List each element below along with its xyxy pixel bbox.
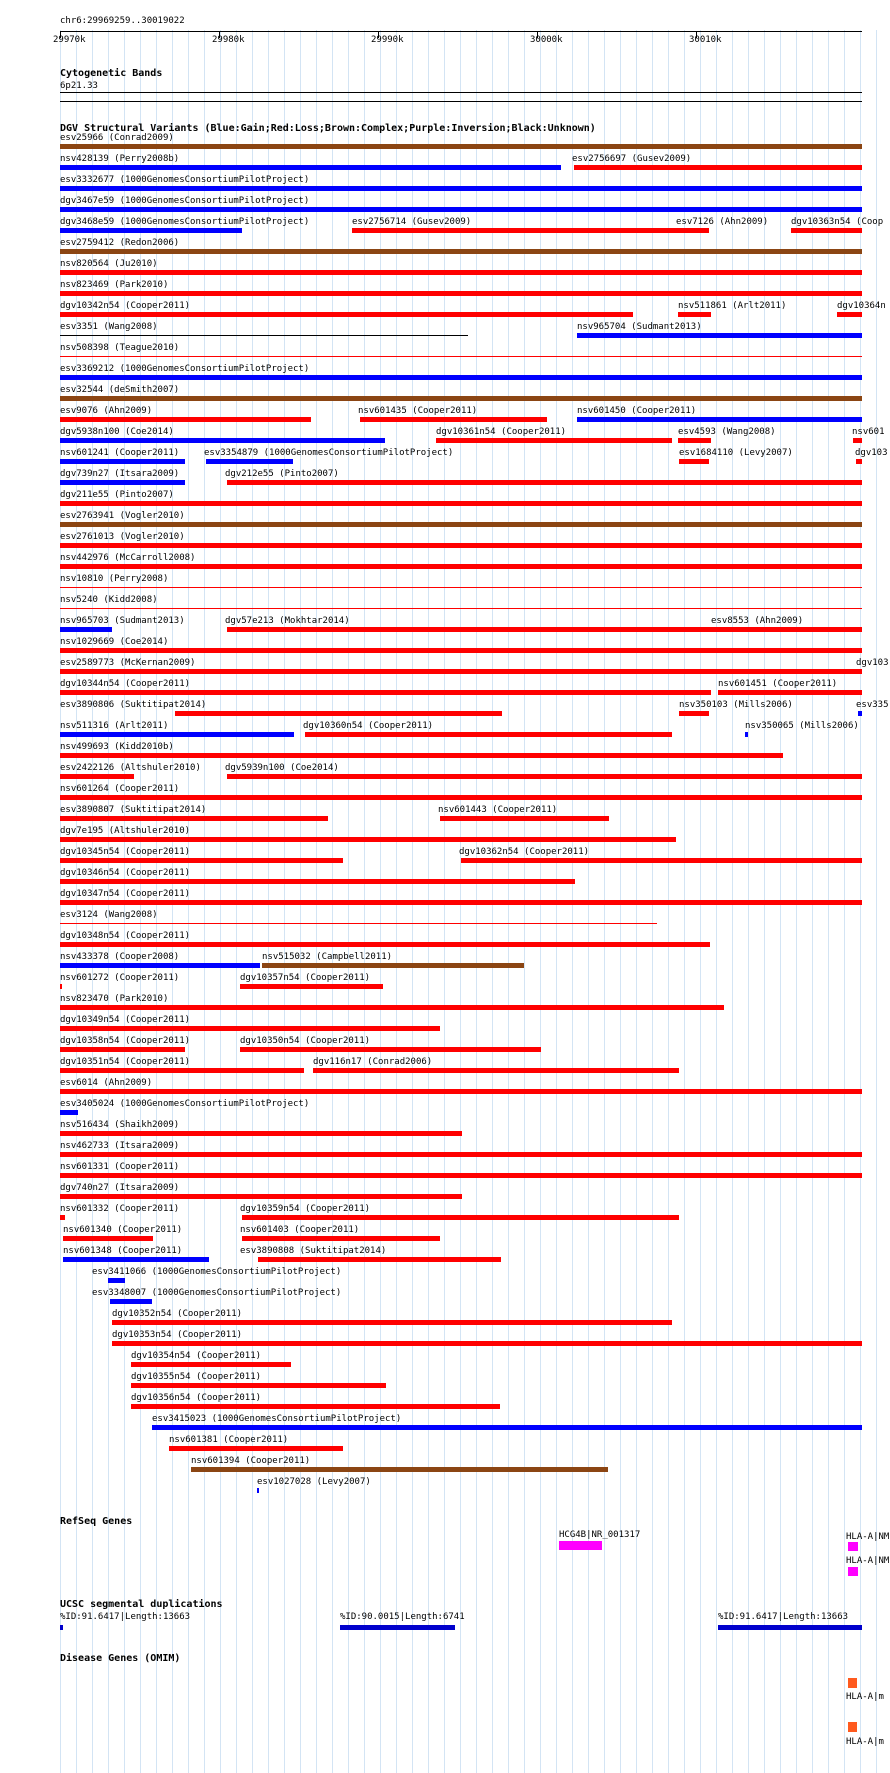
variant-label: esv2756714 (Gusev2009) (352, 217, 472, 227)
variant-label: dgv10354n54 (Cooper2011) (131, 1351, 262, 1361)
variant-bar[interactable] (131, 1404, 500, 1409)
omim-label-1: HLA-A|m (846, 1692, 884, 1702)
variant-bar[interactable] (60, 480, 185, 485)
variant-bar[interactable] (227, 774, 862, 779)
variant-bar[interactable] (60, 837, 676, 842)
variant-bar[interactable] (227, 480, 862, 485)
variant-bar[interactable] (206, 459, 293, 464)
variant-label: esv3351 (Wang2008) (60, 322, 158, 332)
variant-bar[interactable] (60, 459, 185, 464)
track-divider (60, 101, 862, 102)
gene-label-hla-a-2: HLA-A|NM (846, 1556, 890, 1566)
variant-bar[interactable] (60, 942, 710, 947)
variant-bar[interactable] (60, 795, 862, 800)
variant-bar[interactable] (60, 816, 328, 821)
variant-label: esv1684110 (Levy2007) (679, 448, 793, 458)
variant-bar[interactable] (60, 1152, 862, 1157)
variant-bar[interactable] (112, 1320, 672, 1325)
omim-hla-a-1[interactable] (848, 1678, 857, 1688)
variant-label: dgv57e213 (Mokhtar2014) (225, 616, 350, 626)
variant-label: dgv116n17 (Conrad2006) (313, 1057, 433, 1067)
variant-bar[interactable] (60, 564, 862, 569)
variant-label: dgv10361n54 (Cooper2011) (436, 427, 567, 437)
variant-label: esv335 (856, 700, 889, 710)
variant-bar[interactable] (60, 1131, 462, 1136)
variant-label: esv3124 (Wang2008) (60, 910, 158, 920)
variant-bar[interactable] (112, 1341, 862, 1346)
variant-bar[interactable] (679, 711, 709, 716)
variant-label: dgv10352n54 (Cooper2011) (112, 1309, 243, 1319)
variant-bar[interactable] (60, 186, 862, 191)
variant-label: esv32544 (deSmith2007) (60, 385, 180, 395)
variant-label: dgv10362n54 (Cooper2011) (459, 847, 590, 857)
variant-bar[interactable] (305, 732, 672, 737)
ruler-tick-label: 30000k (530, 35, 563, 45)
omim-track-title: Disease Genes (OMIM) (60, 1653, 181, 1664)
variant-label: nsv10810 (Perry2008) (60, 574, 169, 584)
variant-bar[interactable] (574, 165, 862, 170)
variant-label: dgv10346n54 (Cooper2011) (60, 868, 191, 878)
variant-label: esv25966 (Conrad2009) (60, 133, 174, 143)
ruler-axis (60, 31, 862, 32)
variant-bar[interactable] (60, 543, 862, 548)
variant-label: dgv5938n100 (Coe2014) (60, 427, 174, 437)
variant-bar[interactable] (718, 690, 862, 695)
variant-bar[interactable] (169, 1446, 343, 1451)
variant-label: dgv10358n54 (Cooper2011) (60, 1036, 191, 1046)
variant-bar[interactable] (227, 627, 712, 632)
variant-label: nsv823470 (Park2010) (60, 994, 169, 1004)
variant-label: esv3369212 (1000GenomesConsortiumPilotProject) (60, 364, 310, 374)
segdup-label-3: %ID:91.6417|Length:13663 (718, 1612, 849, 1622)
variant-label: nsv499693 (Kidd2010b) (60, 742, 174, 752)
variant-bar[interactable] (60, 774, 134, 779)
variant-bar[interactable] (60, 375, 862, 380)
variant-label: dgv10360n54 (Cooper2011) (303, 721, 434, 731)
variant-label: nsv601394 (Cooper2011) (191, 1456, 311, 1466)
variant-label: esv3348007 (1000GenomesConsortiumPilotProject) (92, 1288, 342, 1298)
variant-label: dgv739n27 (Itsara2009) (60, 469, 180, 479)
segdup-track-title: UCSC segmental duplications (60, 1599, 223, 1610)
variant-bar[interactable] (60, 923, 657, 924)
variant-label: nsv5240 (Kidd2008) (60, 595, 158, 605)
variant-bar[interactable] (60, 1194, 462, 1199)
variant-label: dgv10349n54 (Cooper2011) (60, 1015, 191, 1025)
variant-label: esv2756697 (Gusev2009) (572, 154, 692, 164)
segdup-label-1: %ID:91.6417|Length:13663 (60, 1612, 191, 1622)
omim-label-2: HLA-A|m (846, 1737, 884, 1747)
variant-bar[interactable] (258, 1257, 501, 1262)
variant-label: dgv10355n54 (Cooper2011) (131, 1372, 262, 1382)
variant-bar[interactable] (60, 627, 112, 632)
variant-bar[interactable] (242, 1215, 679, 1220)
variant-bar[interactable] (360, 417, 547, 422)
variant-label: dgv7e195 (Altshuler2010) (60, 826, 191, 836)
variant-bar[interactable] (60, 900, 862, 905)
variant-label: esv3405024 (1000GenomesConsortiumPilotProject) (60, 1099, 310, 1109)
segdup-1[interactable] (60, 1625, 63, 1630)
variant-bar[interactable] (745, 732, 748, 737)
variant-bar[interactable] (60, 963, 260, 968)
gene-label-hcg4b: HCG4B|NR_001317 (559, 1530, 641, 1540)
variant-label: dgv10350n54 (Cooper2011) (240, 1036, 371, 1046)
variant-label: esv7126 (Ahn2009) (676, 217, 769, 227)
variant-label: esv2759412 (Redon2006) (60, 238, 180, 248)
variant-bar[interactable] (60, 648, 862, 653)
variant-label: nsv601 (852, 427, 885, 437)
variant-bar[interactable] (262, 963, 524, 968)
variant-label: nsv511316 (Arlt2011) (60, 721, 169, 731)
gene-hla-a-1[interactable] (848, 1542, 858, 1551)
variant-label: esv3890806 (Suktitipat2014) (60, 700, 207, 710)
variant-label: esv2763941 (Vogler2010) (60, 511, 185, 521)
variant-label: nsv601241 (Cooper2011) (60, 448, 180, 458)
variant-label: nsv601451 (Cooper2011) (718, 679, 838, 689)
gene-hla-a-2[interactable] (848, 1567, 858, 1576)
variant-label: nsv820564 (Ju2010) (60, 259, 158, 269)
variant-label: dgv10344n54 (Cooper2011) (60, 679, 191, 689)
variant-bar[interactable] (60, 858, 343, 863)
variant-bar[interactable] (191, 1467, 608, 1472)
segdup-label-2: %ID:90.0015|Length:6741 (340, 1612, 465, 1622)
variant-bar[interactable] (577, 333, 862, 338)
variant-bar[interactable] (679, 459, 709, 464)
variant-bar[interactable] (60, 1089, 862, 1094)
variant-bar[interactable] (837, 312, 862, 317)
variant-label: dgv103 (856, 658, 889, 668)
variant-bar[interactable] (242, 1236, 440, 1241)
variant-label: esv8553 (Ahn2009) (711, 616, 804, 626)
variant-bar[interactable] (257, 1488, 259, 1493)
ruler-tick-label: 30010k (689, 35, 722, 45)
variant-bar[interactable] (60, 690, 711, 695)
variant-label: dgv10359n54 (Cooper2011) (240, 1204, 371, 1214)
variant-label: nsv823469 (Park2010) (60, 280, 169, 290)
variant-bar[interactable] (712, 627, 862, 632)
variant-bar[interactable] (676, 228, 709, 233)
variant-label: dgv3468e59 (1000GenomesConsortiumPilotProject) (60, 217, 310, 227)
variant-bar[interactable] (60, 587, 862, 588)
variant-label: dgv10342n54 (Cooper2011) (60, 301, 191, 311)
variant-label: dgv740n27 (Itsara2009) (60, 1183, 180, 1193)
variant-label: esv2589773 (McKernan2009) (60, 658, 196, 668)
variant-label: esv9076 (Ahn2009) (60, 406, 153, 416)
variant-bar[interactable] (63, 1257, 209, 1262)
variant-label: nsv442976 (McCarroll2008) (60, 553, 196, 563)
variant-bar[interactable] (60, 165, 561, 170)
variant-label: esv3890807 (Suktitipat2014) (60, 805, 207, 815)
variant-label: nsv965704 (Sudmant2013) (577, 322, 702, 332)
variant-label: dgv10363n54 (Coop (791, 217, 884, 227)
variant-bar[interactable] (60, 753, 783, 758)
ruler-position: chr6:29969259..30019022 (60, 16, 185, 26)
variant-bar[interactable] (60, 608, 862, 609)
variant-bar[interactable] (60, 291, 862, 296)
variant-label: dgv10364n (837, 301, 886, 311)
variant-bar[interactable] (152, 1425, 862, 1430)
variant-bar[interactable] (461, 858, 862, 863)
variant-bar[interactable] (60, 984, 62, 989)
dgv-track-title: DGV Structural Variants (Blue:Gain;Red:Loss;Brown:Complex;Purple:Inversion;Black:Unknown) (60, 123, 596, 134)
variant-label: esv3332677 (1000GenomesConsortiumPilotProject) (60, 175, 310, 185)
variant-label: nsv601332 (Cooper2011) (60, 1204, 180, 1214)
ruler-tick-label: 29980k (212, 35, 245, 45)
cytoband-line (60, 92, 862, 93)
variant-bar[interactable] (858, 711, 862, 716)
ruler-tick-label: 29970k (53, 35, 86, 45)
variant-label: nsv601331 (Cooper2011) (60, 1162, 180, 1172)
omim-hla-a-2[interactable] (848, 1722, 857, 1732)
variant-bar[interactable] (60, 249, 862, 254)
variant-bar[interactable] (240, 984, 383, 989)
variant-label: nsv350103 (Mills2006) (679, 700, 793, 710)
variant-label: nsv508398 (Teague2010) (60, 343, 180, 353)
variant-bar[interactable] (131, 1362, 291, 1367)
variant-label: nsv601435 (Cooper2011) (358, 406, 478, 416)
variant-label: esv3415023 (1000GenomesConsortiumPilotProject) (152, 1414, 402, 1424)
variant-label: dgv103 (855, 448, 888, 458)
variant-label: dgv10345n54 (Cooper2011) (60, 847, 191, 857)
variant-bar[interactable] (63, 1236, 153, 1241)
variant-bar[interactable] (60, 144, 862, 149)
variant-bar[interactable] (60, 396, 862, 401)
segdup-2[interactable] (340, 1625, 455, 1630)
variant-bar[interactable] (60, 335, 468, 336)
variant-label: nsv511861 (Arlt2011) (678, 301, 787, 311)
variant-label: nsv516434 (Shaikh2009) (60, 1120, 180, 1130)
variant-bar[interactable] (175, 711, 502, 716)
variant-label: esv3354879 (1000GenomesConsortiumPilotProject) (204, 448, 454, 458)
variant-label: nsv350065 (Mills2006) (745, 721, 859, 731)
variant-bar[interactable] (60, 1173, 862, 1178)
variant-label: dgv10353n54 (Cooper2011) (112, 1330, 243, 1340)
variant-bar[interactable] (60, 228, 242, 233)
variant-bar[interactable] (436, 438, 672, 443)
variant-label: nsv428139 (Perry2008b) (60, 154, 180, 164)
variant-label: nsv601403 (Cooper2011) (240, 1225, 360, 1235)
cytoband-track-title: Cytogenetic Bands (60, 68, 163, 79)
variant-label: dgv10351n54 (Cooper2011) (60, 1057, 191, 1067)
variant-bar[interactable] (313, 1068, 679, 1073)
variant-label: dgv5939n100 (Coe2014) (225, 763, 339, 773)
variant-label: dgv211e55 (Pinto2007) (60, 490, 174, 500)
variant-bar[interactable] (856, 669, 862, 674)
variant-bar[interactable] (110, 1299, 152, 1304)
refseq-track-title: RefSeq Genes (60, 1516, 133, 1527)
variant-label: nsv433378 (Cooper2008) (60, 952, 180, 962)
gene-label-hla-a-1: HLA-A|NM (846, 1532, 890, 1542)
variant-bar[interactable] (60, 1005, 724, 1010)
variant-bar[interactable] (678, 312, 711, 317)
variant-label: nsv462733 (Itsara2009) (60, 1141, 180, 1151)
variant-bar[interactable] (60, 732, 294, 737)
segdup-3[interactable] (718, 1625, 862, 1630)
variant-bar[interactable] (60, 356, 862, 357)
variant-label: dgv10347n54 (Cooper2011) (60, 889, 191, 899)
variant-bar[interactable] (440, 816, 609, 821)
variant-bar[interactable] (856, 459, 862, 464)
variant-bar[interactable] (577, 417, 862, 422)
variant-bar[interactable] (352, 228, 677, 233)
variant-bar[interactable] (791, 228, 862, 233)
variant-label: esv3411066 (1000GenomesConsortiumPilotProject) (92, 1267, 342, 1277)
grid-line (876, 30, 877, 1773)
variant-label: nsv601272 (Cooper2011) (60, 973, 180, 983)
variant-label: esv1027028 (Levy2007) (257, 1477, 371, 1487)
variant-label: dgv10348n54 (Cooper2011) (60, 931, 191, 941)
variant-bar[interactable] (678, 438, 711, 443)
variant-bar[interactable] (60, 417, 311, 422)
variant-bar[interactable] (60, 1068, 304, 1073)
gene-hcg4b[interactable] (559, 1541, 602, 1550)
variant-bar[interactable] (60, 1026, 440, 1031)
variant-bar[interactable] (131, 1383, 386, 1388)
variant-bar[interactable] (60, 522, 862, 527)
variant-bar[interactable] (60, 1215, 65, 1220)
cytoband-label: 6p21.33 (60, 81, 98, 91)
variant-bar[interactable] (240, 1047, 541, 1052)
variant-label: nsv601443 (Cooper2011) (438, 805, 558, 815)
variant-label: dgv3467e59 (1000GenomesConsortiumPilotProject) (60, 196, 310, 206)
variant-label: dgv212e55 (Pinto2007) (225, 469, 339, 479)
variant-label: dgv10357n54 (Cooper2011) (240, 973, 371, 983)
variant-label: nsv1029669 (Coe2014) (60, 637, 169, 647)
variant-bar[interactable] (60, 270, 862, 275)
variant-bar[interactable] (60, 501, 862, 506)
variant-label: nsv601348 (Cooper2011) (63, 1246, 183, 1256)
variant-label: esv3890808 (Suktitipat2014) (240, 1246, 387, 1256)
variant-bar[interactable] (60, 207, 862, 212)
variant-label: nsv601450 (Cooper2011) (577, 406, 697, 416)
variant-bar[interactable] (60, 669, 862, 674)
variant-label: esv2422126 (Altshuler2010) (60, 763, 201, 773)
ruler-tick-label: 29990k (371, 35, 404, 45)
variant-label: nsv601381 (Cooper2011) (169, 1435, 289, 1445)
variant-bar[interactable] (60, 312, 633, 317)
variant-bar[interactable] (108, 1278, 125, 1283)
variant-label: nsv965703 (Sudmant2013) (60, 616, 185, 626)
variant-label: esv4593 (Wang2008) (678, 427, 776, 437)
variant-label: nsv601340 (Cooper2011) (63, 1225, 183, 1235)
variant-label: esv2761013 (Vogler2010) (60, 532, 185, 542)
variant-label: nsv601264 (Cooper2011) (60, 784, 180, 794)
variant-label: esv6014 (Ahn2009) (60, 1078, 153, 1088)
variant-bar[interactable] (60, 1047, 185, 1052)
variant-bar[interactable] (60, 438, 385, 443)
variant-bar[interactable] (60, 879, 575, 884)
variant-bar[interactable] (853, 438, 862, 443)
variant-label: nsv515032 (Campbell2011) (262, 952, 393, 962)
variant-label: dgv10356n54 (Cooper2011) (131, 1393, 262, 1403)
variant-bar[interactable] (60, 1110, 78, 1115)
